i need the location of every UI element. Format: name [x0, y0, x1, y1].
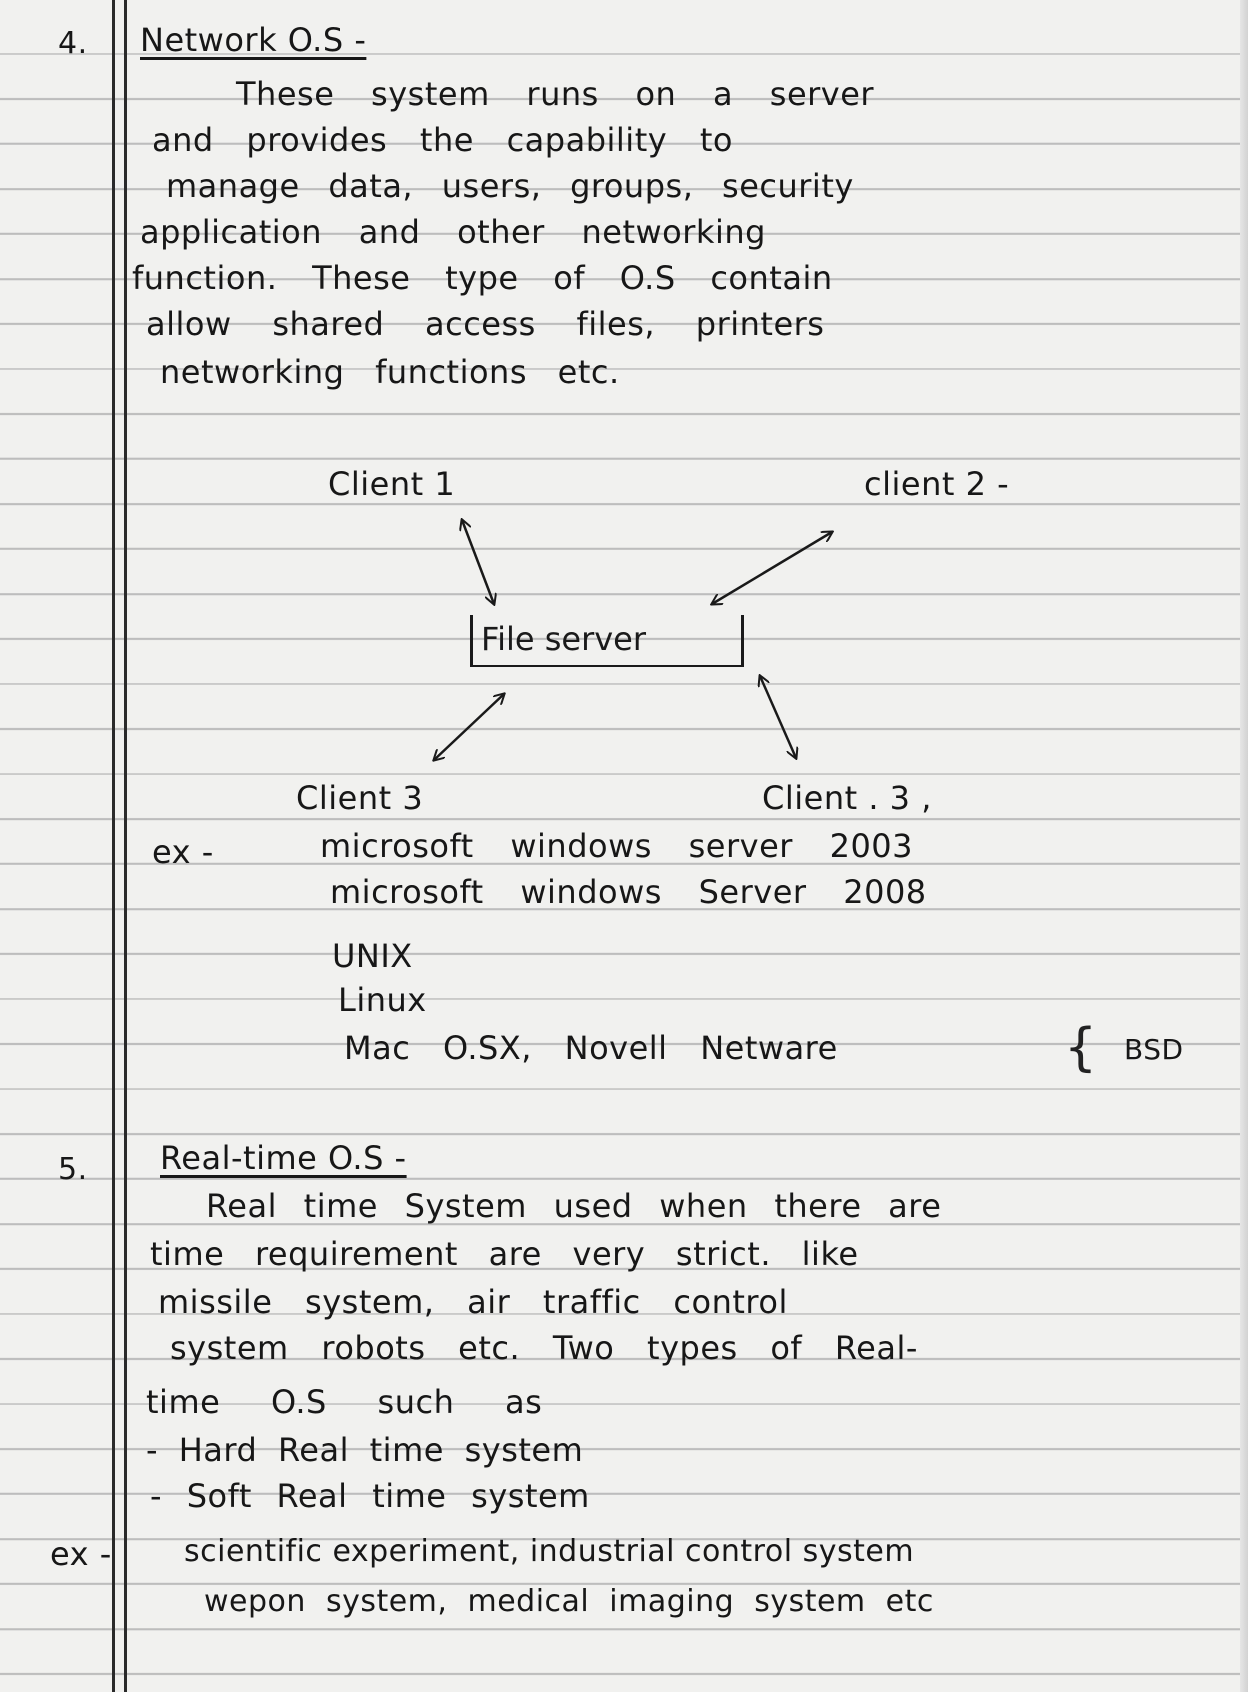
paragraph-line: function. These type of O.S contain: [132, 259, 833, 297]
example-item: Mac O.SX, Novell Netware: [344, 1029, 838, 1067]
example-line: scientific experiment, industrial control system: [184, 1534, 915, 1569]
paragraph-line: time requirement are very strict. like: [150, 1235, 859, 1273]
example-item: UNIX: [332, 937, 413, 975]
arrow-client2-server: [712, 532, 832, 604]
arrow-client3-server: [434, 694, 504, 760]
client-1-label: Client 1: [328, 465, 456, 503]
example-item: Linux: [338, 981, 427, 1019]
section-number: 4.: [58, 26, 88, 61]
brace-mark: {: [1064, 1018, 1098, 1078]
paragraph-line: system robots etc. Two types of Real-: [170, 1329, 918, 1367]
arrow-client3b-server: [760, 676, 796, 758]
example-label: ex -: [152, 833, 214, 871]
list-item: - Hard Real time system: [146, 1431, 584, 1469]
example-item: microsoft windows Server 2008: [330, 873, 927, 911]
file-server-label: File server: [481, 620, 647, 658]
example-item: BSD: [1124, 1033, 1184, 1066]
paragraph-line: time O.S such as: [146, 1383, 543, 1421]
paragraph-line: Real time System used when there are: [206, 1187, 942, 1225]
example-item: microsoft windows server 2003: [320, 827, 914, 865]
list-item: - Soft Real time system: [150, 1477, 590, 1515]
paragraph-line: These system runs on a server: [236, 75, 875, 113]
paragraph-line: application and other networking: [140, 213, 766, 251]
paragraph-line: manage data, users, groups, security: [166, 167, 854, 205]
paragraph-line: and provides the capability to: [152, 121, 733, 159]
section-number: 5.: [58, 1152, 88, 1187]
client-3-label: Client 3: [296, 779, 424, 817]
paragraph-line: networking functions etc.: [160, 353, 620, 391]
client-2-label: client 2 -: [864, 465, 1010, 503]
client-3b-label: Client . 3 ,: [762, 779, 932, 817]
example-label: ex -: [50, 1535, 112, 1573]
paragraph-line: allow shared access files, printers: [146, 305, 825, 343]
arrow-client1-server: [462, 520, 494, 604]
section-title: Network O.S -: [140, 21, 367, 59]
example-line: wepon system, medical imaging system etc: [204, 1584, 934, 1619]
paragraph-line: missile system, air traffic control: [158, 1283, 788, 1321]
section-title: Real-time O.S -: [160, 1139, 407, 1177]
